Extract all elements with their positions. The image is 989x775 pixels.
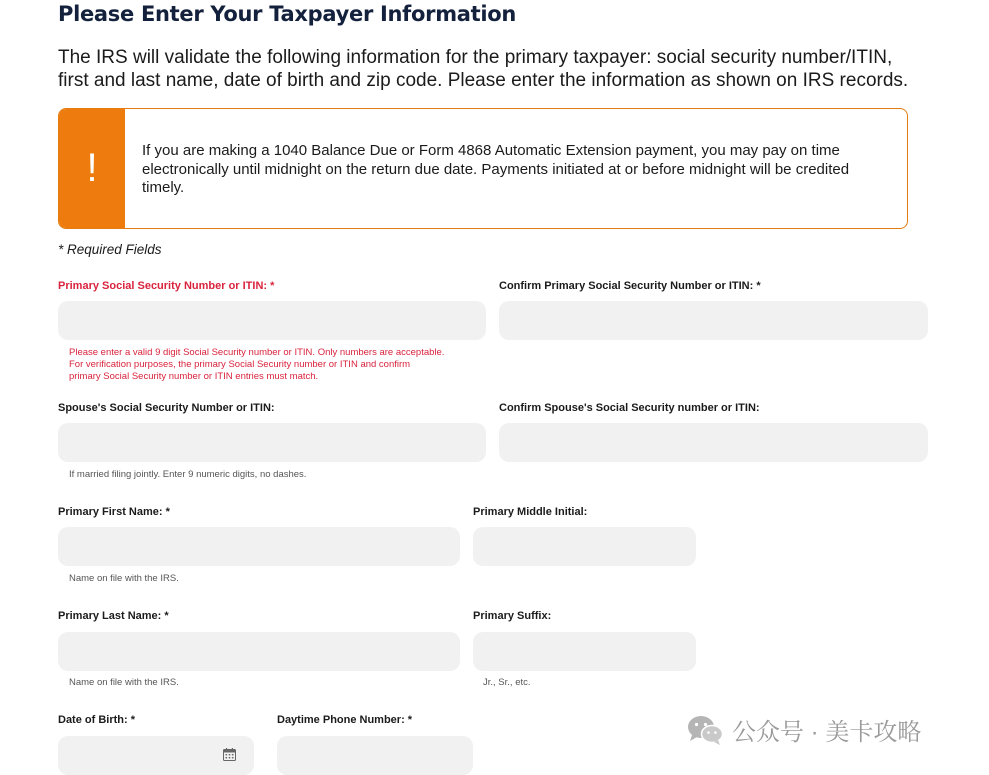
first-name-label: Primary First Name: * (58, 506, 170, 518)
middle-initial-input[interactable] (473, 527, 696, 566)
first-name-hint: Name on file with the IRS. (69, 573, 179, 584)
primary-ssn-error-line: primary Social Security number or ITIN entries must match. (69, 371, 319, 382)
first-name-input[interactable] (58, 527, 460, 566)
suffix-label: Primary Suffix: (473, 610, 552, 622)
watermark (686, 712, 921, 747)
last-name-hint: Name on file with the IRS. (69, 677, 179, 688)
dob-label: Date of Birth: * (58, 714, 135, 726)
suffix-input[interactable] (473, 632, 696, 671)
spouse-ssn-hint: If married filing jointly. Enter 9 numeric digits, no dashes. (69, 469, 307, 480)
primary-ssn-error (69, 347, 469, 383)
last-name-label: Primary Last Name: * (58, 610, 169, 622)
wechat-icon (686, 714, 724, 746)
dob-field-wrapper (58, 736, 254, 775)
alert-text: If you are making a 1040 Balance Due or Form 4868 Automatic Extension payment, you may pay on time electronically until midnight on the return due date. Payments initiated at or before midnight will be credited timely. (142, 142, 850, 196)
primary-ssn-input[interactable] (58, 301, 486, 340)
primary-ssn-error-line: For verification purposes, the primary Social Security number or ITIN and confirm (69, 359, 411, 370)
primary-ssn-error-line: Please enter a valid 9 digit Social Security number or ITIN. Only numbers are acceptable. (69, 347, 445, 358)
notice-alert (58, 108, 908, 229)
primary-ssn-label: Primary Social Security Number or ITIN: * (58, 280, 275, 292)
watermark-text: 公众号 · 美卡攻略 (732, 719, 922, 746)
last-name-input[interactable] (58, 632, 460, 671)
suffix-hint: Jr., Sr., etc. (483, 677, 531, 688)
alert-icon-bar (59, 109, 125, 228)
phone-input[interactable] (277, 736, 473, 775)
phone-label: Daytime Phone Number: * (277, 714, 413, 726)
required-fields-note: * Required Fields (58, 242, 162, 257)
calendar-icon[interactable] (223, 748, 236, 761)
spouse-ssn-label: Spouse's Social Security Number or ITIN: (58, 402, 275, 414)
exclamation-icon: ! (86, 146, 98, 190)
middle-initial-label: Primary Middle Initial: (473, 506, 588, 518)
confirm-spouse-ssn-label: Confirm Spouse's Social Security number or ITIN: (499, 402, 760, 414)
page-intro: The IRS will validate the following information for the primary taxpayer: social security number/ITIN, first and last name, date of birth and zip code. Please enter the information as shown on IRS records. (58, 47, 909, 91)
confirm-primary-ssn-label: Confirm Primary Social Security Number or ITIN: * (499, 280, 761, 292)
spouse-ssn-input[interactable] (58, 423, 486, 462)
confirm-primary-ssn-input[interactable] (499, 301, 928, 340)
confirm-spouse-ssn-input[interactable] (499, 423, 928, 462)
page-title: Please Enter Your Taxpayer Information (58, 2, 517, 26)
